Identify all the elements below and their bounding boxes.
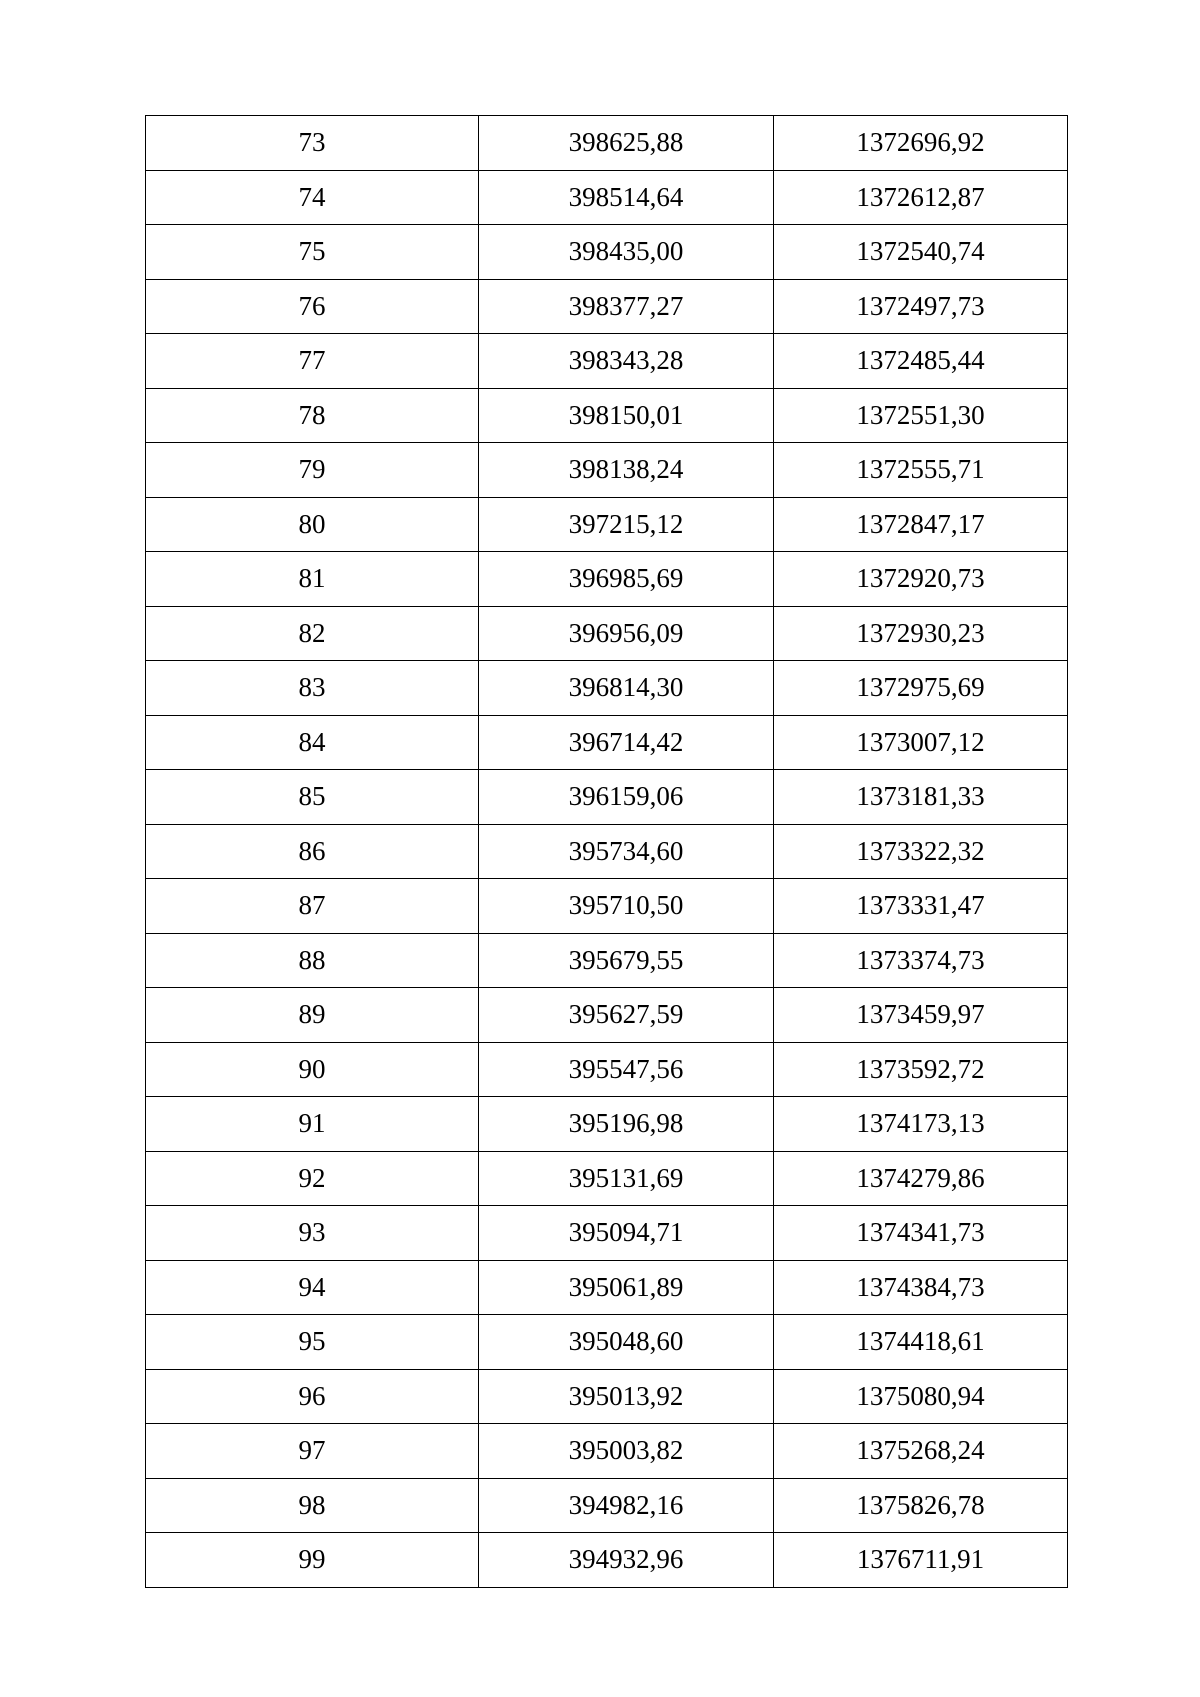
table-row (146, 1042, 1068, 1097)
table-row (146, 1151, 1068, 1206)
table-row (146, 606, 1068, 661)
x-coordinate-cell: 397215,12 (479, 497, 774, 552)
x-coordinate-cell: 395094,71 (479, 1206, 774, 1261)
point-number-cell: 80 (146, 497, 479, 552)
x-coordinate-cell: 395547,56 (479, 1042, 774, 1097)
table-row (146, 770, 1068, 825)
table-row (146, 443, 1068, 498)
table-row (146, 988, 1068, 1043)
coordinates-table-body (146, 116, 1068, 1588)
point-number-cell: 77 (146, 334, 479, 389)
x-coordinate-cell: 396956,09 (479, 606, 774, 661)
point-number-cell: 79 (146, 443, 479, 498)
y-coordinate-cell: 1375826,78 (774, 1478, 1068, 1533)
point-number-cell: 87 (146, 879, 479, 934)
y-coordinate-cell: 1373007,12 (774, 715, 1068, 770)
x-coordinate-cell: 395131,69 (479, 1151, 774, 1206)
y-coordinate-cell: 1372696,92 (774, 116, 1068, 171)
x-coordinate-cell: 396714,42 (479, 715, 774, 770)
point-number-cell: 75 (146, 225, 479, 280)
y-coordinate-cell: 1374173,13 (774, 1097, 1068, 1152)
x-coordinate-cell: 395048,60 (479, 1315, 774, 1370)
y-coordinate-cell: 1375080,94 (774, 1369, 1068, 1424)
y-coordinate-cell: 1373592,72 (774, 1042, 1068, 1097)
y-coordinate-cell: 1372540,74 (774, 225, 1068, 280)
y-coordinate-cell: 1375268,24 (774, 1424, 1068, 1479)
x-coordinate-cell: 395679,55 (479, 933, 774, 988)
point-number-cell: 98 (146, 1478, 479, 1533)
y-coordinate-cell: 1372920,73 (774, 552, 1068, 607)
y-coordinate-cell: 1372497,73 (774, 279, 1068, 334)
x-coordinate-cell: 394982,16 (479, 1478, 774, 1533)
table-row (146, 1260, 1068, 1315)
table-row (146, 552, 1068, 607)
table-row (146, 715, 1068, 770)
point-number-cell: 85 (146, 770, 479, 825)
x-coordinate-cell: 395627,59 (479, 988, 774, 1043)
table-row (146, 879, 1068, 934)
point-number-cell: 82 (146, 606, 479, 661)
x-coordinate-cell: 398435,00 (479, 225, 774, 280)
point-number-cell: 89 (146, 988, 479, 1043)
point-number-cell: 90 (146, 1042, 479, 1097)
point-number-cell: 94 (146, 1260, 479, 1315)
point-number-cell: 83 (146, 661, 479, 716)
y-coordinate-cell: 1372930,23 (774, 606, 1068, 661)
y-coordinate-cell: 1373322,32 (774, 824, 1068, 879)
x-coordinate-cell: 394932,96 (479, 1533, 774, 1588)
point-number-cell: 86 (146, 824, 479, 879)
table-row (146, 225, 1068, 280)
point-number-cell: 93 (146, 1206, 479, 1261)
y-coordinate-cell: 1372975,69 (774, 661, 1068, 716)
y-coordinate-cell: 1374341,73 (774, 1206, 1068, 1261)
y-coordinate-cell: 1376711,91 (774, 1533, 1068, 1588)
y-coordinate-cell: 1374279,86 (774, 1151, 1068, 1206)
table-row (146, 334, 1068, 389)
point-number-cell: 96 (146, 1369, 479, 1424)
y-coordinate-cell: 1372555,71 (774, 443, 1068, 498)
point-number-cell: 74 (146, 170, 479, 225)
y-coordinate-cell: 1373374,73 (774, 933, 1068, 988)
table-row (146, 497, 1068, 552)
table-row (146, 1533, 1068, 1588)
y-coordinate-cell: 1373459,97 (774, 988, 1068, 1043)
point-number-cell: 92 (146, 1151, 479, 1206)
y-coordinate-cell: 1372551,30 (774, 388, 1068, 443)
x-coordinate-cell: 398138,24 (479, 443, 774, 498)
table-row (146, 661, 1068, 716)
y-coordinate-cell: 1374384,73 (774, 1260, 1068, 1315)
table-row (146, 388, 1068, 443)
x-coordinate-cell: 395734,60 (479, 824, 774, 879)
x-coordinate-cell: 398343,28 (479, 334, 774, 389)
x-coordinate-cell: 398625,88 (479, 116, 774, 171)
y-coordinate-cell: 1373331,47 (774, 879, 1068, 934)
x-coordinate-cell: 395061,89 (479, 1260, 774, 1315)
table-row (146, 1206, 1068, 1261)
table-row (146, 116, 1068, 171)
table-row (146, 1315, 1068, 1370)
y-coordinate-cell: 1373181,33 (774, 770, 1068, 825)
x-coordinate-cell: 398377,27 (479, 279, 774, 334)
y-coordinate-cell: 1374418,61 (774, 1315, 1068, 1370)
point-number-cell: 78 (146, 388, 479, 443)
x-coordinate-cell: 395196,98 (479, 1097, 774, 1152)
point-number-cell: 99 (146, 1533, 479, 1588)
point-number-cell: 76 (146, 279, 479, 334)
point-number-cell: 95 (146, 1315, 479, 1370)
table-row (146, 824, 1068, 879)
table-row (146, 933, 1068, 988)
table-row (146, 1097, 1068, 1152)
x-coordinate-cell: 398514,64 (479, 170, 774, 225)
x-coordinate-cell: 395003,82 (479, 1424, 774, 1479)
point-number-cell: 81 (146, 552, 479, 607)
y-coordinate-cell: 1372485,44 (774, 334, 1068, 389)
point-number-cell: 73 (146, 116, 479, 171)
table-row (146, 1424, 1068, 1479)
x-coordinate-cell: 396814,30 (479, 661, 774, 716)
x-coordinate-cell: 398150,01 (479, 388, 774, 443)
point-number-cell: 91 (146, 1097, 479, 1152)
x-coordinate-cell: 396159,06 (479, 770, 774, 825)
x-coordinate-cell: 396985,69 (479, 552, 774, 607)
table-row (146, 170, 1068, 225)
point-number-cell: 97 (146, 1424, 479, 1479)
x-coordinate-cell: 395013,92 (479, 1369, 774, 1424)
y-coordinate-cell: 1372612,87 (774, 170, 1068, 225)
table-row (146, 1478, 1068, 1533)
table-row (146, 279, 1068, 334)
point-number-cell: 84 (146, 715, 479, 770)
point-number-cell: 88 (146, 933, 479, 988)
x-coordinate-cell: 395710,50 (479, 879, 774, 934)
table-row (146, 1369, 1068, 1424)
y-coordinate-cell: 1372847,17 (774, 497, 1068, 552)
coordinates-table (145, 115, 1068, 1588)
